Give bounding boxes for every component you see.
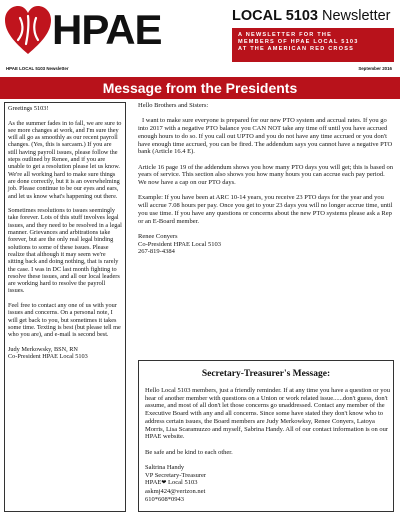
secretary-title: Secretary-Treasurer's Message: [201, 369, 331, 379]
sub-header-left: HPAE LOCAL 5103 Newsletter [6, 66, 69, 71]
tagline-line: A NEWSLETTER FOR THE [238, 32, 333, 38]
secretary-signature-local [145, 479, 391, 488]
right-paragraph: I want to make sure everyone is prepared for our new PTO system and accrual rates. If you go into 2017 with a negative PTO balance you CAN NOT take any time off until you have accrued enough hours to do so. If you call out UPTO and you do not have any time accrued or you don't have enough time accrued, you can be fired. The addendum says you cannot have a negative PTO bank (Article 16.4 E). [138, 117, 393, 156]
section-banner: Message from the Presidents [0, 77, 400, 99]
secretary-paragraph: Be safe and be kind to each other. [145, 448, 233, 456]
brand-title: HPAE [52, 6, 162, 53]
presidents-message [138, 102, 394, 256]
left-paragraph: Greetings 5103! [8, 105, 49, 112]
tagline-line: AT THE AMERICAN RED CROSS [238, 46, 355, 52]
secretary-body [145, 387, 391, 504]
greeting: Hello Brothers and Sisters: [138, 102, 209, 109]
left-signature-name: Judy Merkowsky, BSN, RN [8, 345, 78, 353]
newsletter-local: LOCAL 5103 [232, 8, 318, 24]
left-paragraph: Sometimes resolutions to issues seemingly take forever. Lots of this stuff involves legal issues, and they need to be resolved in a legal manner. Grievances and arbitrations take forever, but are the only real legal binding solutions to some of these issues. Please realize that although it may seem we're sitting back and doing nothing, that is rarely the case. I was in DC last month fighting to resolve these issues, and all our local leaders are working hard to resolve the payroll issues. [8, 207, 122, 295]
secretary-email: askmj424@verizon.net [145, 488, 206, 496]
secretary-signature-role: VP Secretary-Treasurer [145, 471, 207, 479]
secretary-phone: 610*608*0943 [145, 495, 184, 503]
right-paragraph: Article 16 page 19 of the addendum shows you how many PTO days you will get; this is based on years of service. This section also shows you how many hours you can accrue each pay period. We now have a cap on our PTO days. [138, 163, 393, 186]
hpae-heart-logo-icon [4, 4, 52, 56]
secretary-signature-name: Saltrina Handy [145, 464, 185, 471]
newsletter-word: Newsletter [322, 8, 391, 24]
secretary-paragraph: Hello Local 5103 members, just a friendly reminder. If at any time you have a question or you hear of another member with questions on a Union or work related issue......don't guess, don't assume, and most of all don't let those concerns go unaddressed. Contact any member of the Executive Board with any and all concerns. Since some have stated they don't know who to address certain issues, the Board members are Judy Merkowksy, Renee Conyers, Latoya Morris, Lisa Scaramuzzo and myself, Sabrina Handy. All of our contact information is on our HPAE website. [145, 387, 390, 441]
right-signature-phone: 267-819-4384 [138, 248, 175, 256]
right-signature-name: Renee Conyers [138, 232, 178, 240]
tagline-line: MEMBERS OF HPAE LOCAL 5103 [238, 39, 359, 45]
left-paragraph: Feel free to contact any one of us with your issues and concerns. On a personal note, I will get back to you, but sometimes it takes some time. Texting is best (but please tell me who you are), and e-mail is second best. [8, 302, 121, 339]
heart-icon: ❤ [161, 480, 167, 487]
left-column-box [4, 102, 126, 512]
secretary-hpae: HPAE [145, 479, 162, 487]
right-paragraph: Example: If you have been at ARC 10-14 years, you receive 23 PTO days for the year and you will accrue 7.08 hours per pay. Once you get to your 23 days you will no longer accrue time, until you use time. If you have any questions or concerns about the new PTO systems please ask a Rep or an E-Board member. [138, 194, 393, 225]
newsletter-title [232, 8, 391, 24]
sub-header-date: September 2016 [358, 66, 392, 71]
right-signature-role: Co-President HPAE Local 5103 [138, 240, 221, 248]
secretary-local: Local 5103 [168, 479, 198, 487]
tagline-box [232, 28, 394, 62]
left-signature-role: Co-President HPAE Local 5103 [8, 353, 88, 361]
left-paragraph: As the summer fades in to fall, we are sure to see more changes at work, and I'm sure they will all go as smoothly as our recent payroll changes. (Yes, this is sarcasm.) If you are still having payroll issues, please follow the steps outlined by Renee, and if you are unable to get a resolution please let us know. We're all working hard to make sure things are done correctly, but it is an overwhelming job. Please continue to be our eyes and ears, and let us know what's happening out there. [8, 119, 122, 200]
secretary-box [138, 360, 394, 512]
